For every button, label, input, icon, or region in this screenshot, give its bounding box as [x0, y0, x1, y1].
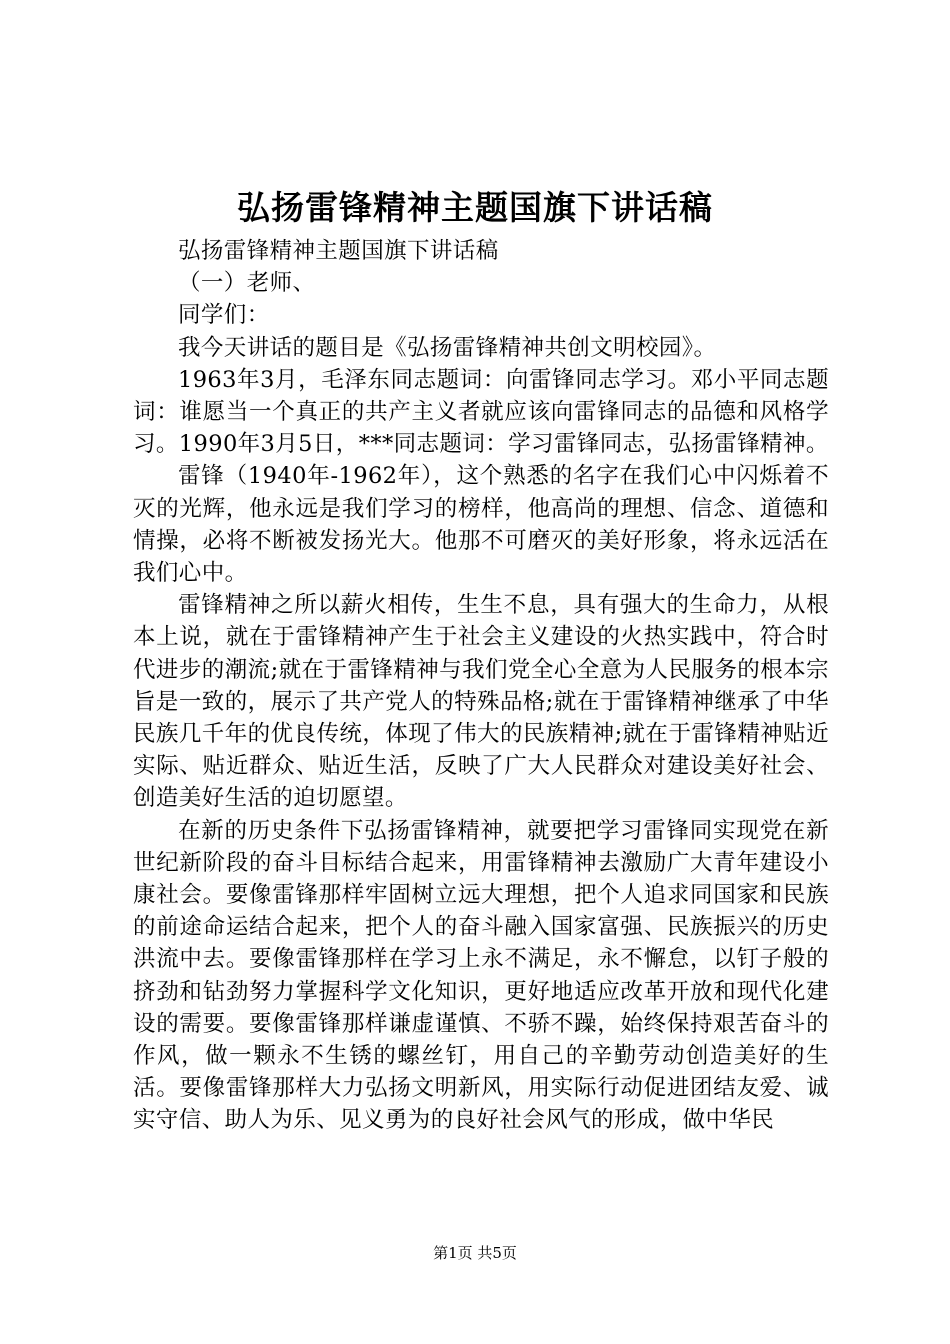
document-body [133, 235, 829, 1137]
paragraph-spirit-reasons: 雷锋精神之所以薪火相传，生生不息，具有强大的生命力，从根本上说，就在于雷锋精神产生于社会主义建设的火热实践中，符合时代进步的潮流;就在于雷锋精神与我们党全心全意为人民服务的根本宗旨是一致的，展示了共产党人的特殊品格;就在于雷锋精神继承了中华民族几千年的优良传统，体现了伟大的民族精神;就在于雷锋精神贴近实际、贴近群众、贴近生活，反映了广大人民群众对建设美好社会、创造美好生活的迫切愿望。 [133, 592, 829, 812]
paragraph-salutation-2: 同学们： [178, 302, 270, 329]
paragraph-salutation-1: （一）老师、 [178, 270, 316, 297]
paragraph-inscriptions: 1963年3月，毛泽东同志题词：向雷锋同志学习。邓小平同志题词：谁愿当一个真正的共产主义者就应该向雷锋同志的品德和风格学习。1990年3月5日，***同志题词：学习雷锋同志，弘扬雷锋精神。 [133, 366, 829, 458]
page-number-footer: 第1页 共5页 [433, 1244, 517, 1262]
paragraph-new-era: 在新的历史条件下弘扬雷锋精神，就要把学习雷锋同实现党在新世纪新阶段的奋斗目标结合起来，用雷锋精神去激励广大青年建设小康社会。要像雷锋那样牢固树立远大理想，把个人追求同国家和民族的前途命运结合起来，把个人的奋斗融入国家富强、民族振兴的历史洪流中去。要像雷锋那样在学习上永不满足，永不懈怠，以钉子般的挤劲和钻劲努力掌握科学文化知识，更好地适应改革开放和现代化建设的需要。要像雷锋那样谦虚谨慎、不骄不躁，始终保持艰苦奋斗的作风，做一颗永不生锈的螺丝钉，用自己的辛勤劳动创造美好的生活。要像雷锋那样大力弘扬文明新风，用实际行动促进团结友爱、诚实守信、助人为乐、见义勇为的良好社会风气的形成，做中华民 [133, 817, 829, 1134]
document-title: 弘扬雷锋精神主题国旗下讲话稿 [237, 188, 713, 227]
paragraph-topic: 我今天讲话的题目是《弘扬雷锋精神共创文明校园》。 [178, 334, 717, 361]
paragraph-lei-feng-intro: 雷锋（1940年-1962年），这个熟悉的名字在我们心中闪烁着不灭的光辉，他永远是我们学习的榜样，他高尚的理想、信念、道德和情操，必将不断被发扬光大。他那不可磨灭的美好形象，将永远活在我们心中。 [133, 463, 829, 587]
paragraph-subtitle: 弘扬雷锋精神主题国旗下讲话稿 [178, 238, 499, 264]
